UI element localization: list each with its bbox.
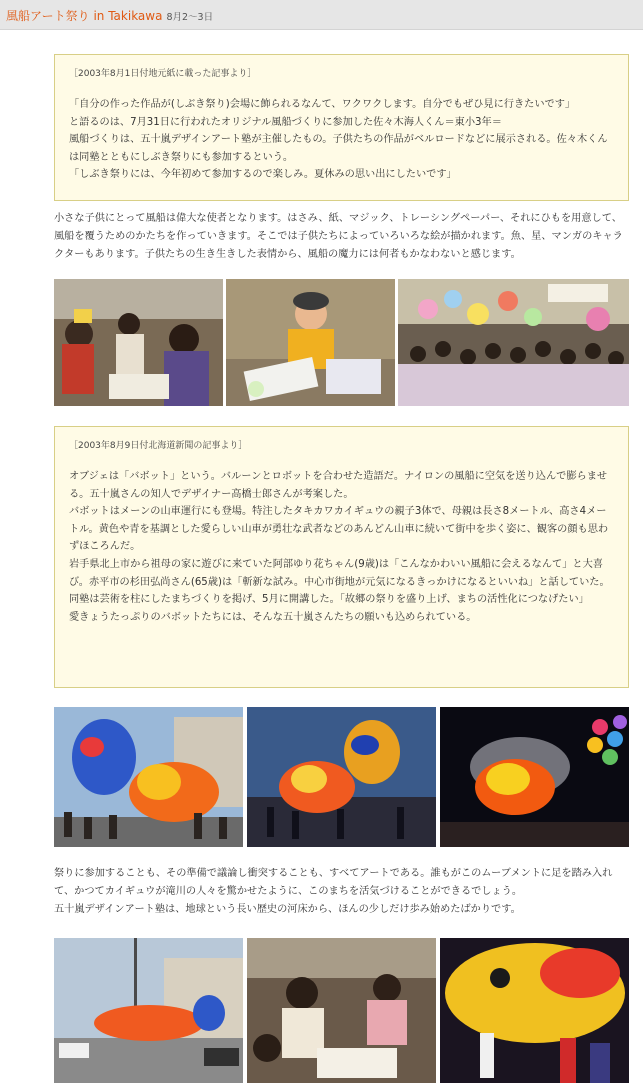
article-line: 同塾は芸術を柱にしたまちづくりを掲げ、5月に開講した。「故郷の祭りを盛り上げ、まちの活性化につなげたい」 [69, 594, 589, 606]
page-header [0, 0, 643, 30]
closing-line: 五十嵐デザインアート塾は、地球という長い歴史の河床から、ほんの少しだけ歩み始めたばかりです。 [54, 904, 521, 915]
children-workshop-photo [54, 279, 223, 406]
children-drawing-photo [247, 938, 436, 1083]
group-with-balloons-photo [398, 279, 629, 406]
article-line: と語るのは、7月31日に行われたオリジナル風船づくりに参加した佐々木海人くん＝東小3年＝ [69, 116, 502, 128]
article-line: バボットはメーンの山車運行にも登場。特注したタキカワカイギュウの親子3体で、母親は長さ8メートル、高さ4メートル。黄色や青を基調とした愛らしい山車が勇壮な武者などのあんどん山車に続いて街中を歩く姿に、観客の顔も思わずほころんだ。 [69, 506, 609, 553]
article-line: 岩手県北上市から祖母の家に遊びに来ていた阿部ゆり花ちゃん(9歳)は「こんなかわいい風船に会えるなんて」と大喜び。赤平市の杉田弘尚さん(65歳)は「斬新な試み。中心市街地が元気になるきっかけになるといいね」と話していた。 [69, 558, 610, 588]
balloon-parade-day-photo [54, 707, 243, 847]
news-article-box-2 [54, 426, 629, 688]
article-line: オブジェは「バボット」という。バルーンとロボットを合わせた造語だ。ナイロンの風船に空気を送り込んで膨らませる。五十嵐さんの知人でデザイナー高橋士郎さんが考案した。 [69, 471, 608, 500]
article-line: 愛きょうたっぷりのバボットたちには、そんな五十嵐さんたちの願いも込められている。 [69, 611, 477, 623]
article-source: ［2003年8月9日付北海道新聞の記事より］ [69, 441, 248, 451]
article-source: ［2003年8月1日付地元紙に載った記事より］ [69, 69, 257, 79]
news-article-box-1 [54, 54, 629, 201]
article-line: 「しぶき祭りには、今年初めて参加するので楽しみ。夏休みの思い出にしたいです」 [69, 169, 457, 181]
balloon-closeup-night-photo [440, 938, 629, 1083]
title-text: 風船アート祭り in Takikawa [6, 9, 163, 23]
article-line: 風船づくりは、五十嵐デザインアート塾が主催したもの。子供たちの作品がベルロードなどに展示される。佐々木くんは同塾とともにしぶき祭りにも参加するという。 [69, 134, 608, 163]
boy-with-cap-photo [226, 279, 395, 406]
closing-line: 祭りに参加することも、その準備で議論し衝突することも、すべてアートである。誰もがこのムーブメントに足を踏み入れて、かつてカイギュウが滝川の人々を驚かせたように、このまちを活気づけることができるでしょう。 [54, 868, 613, 897]
balloon-parade-night-photo [440, 707, 629, 847]
inflated-balloon-street-photo [54, 938, 243, 1083]
event-date: 8月2〜3日 [166, 12, 214, 23]
intro-paragraph: 小さな子供にとって風船は偉大な使者となります。はさみ、紙、マジック、トレーシングペーパー、それにひもを用意して、風船を覆うためのかたちを作っていきます。そこでは子供たちによっていろいろな絵が描かれます。魚、星、マンガのキャラクターもあります。子供たちの生き生きした表情から、風船の魔力には何者もかなわないと感じます。 [54, 213, 623, 260]
article-line: 「自分の作った作品が(しぶき祭り)会場に飾られるなんて、ワクワクします。自分でもぜひ見に行きたいです」 [69, 99, 576, 110]
closing-paragraph [54, 865, 631, 919]
page-title [6, 7, 213, 24]
balloon-parade-dusk-photo [247, 707, 436, 847]
